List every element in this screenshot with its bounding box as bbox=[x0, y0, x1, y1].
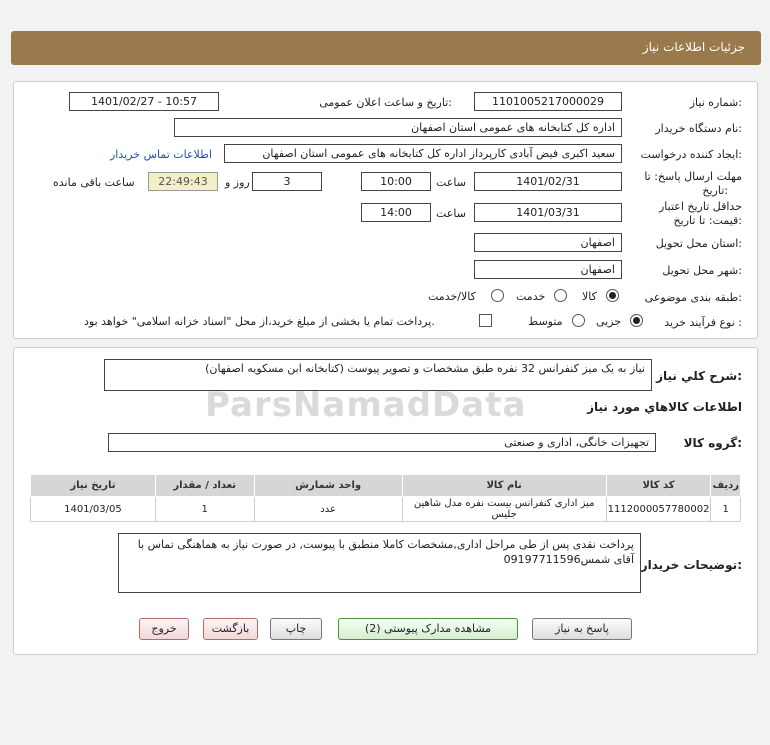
deadline-time-field: 10:00 bbox=[361, 172, 431, 191]
treasury-checkbox[interactable] bbox=[479, 314, 492, 327]
cell-name: میز اداری کنفرانس بیست نفره مدل شاهین جلیس bbox=[402, 497, 606, 522]
goods-table bbox=[30, 474, 741, 522]
goods-group-label: گروه کالا: bbox=[683, 436, 742, 450]
table-row bbox=[31, 497, 741, 522]
watermark-text: ParsNamadData bbox=[205, 385, 527, 425]
col-qty: تعداد / مقدار bbox=[155, 475, 254, 497]
need-number-label: شماره نیاز: bbox=[689, 96, 742, 109]
process-radio-minor[interactable] bbox=[630, 314, 643, 327]
print-button[interactable]: چاپ bbox=[270, 618, 322, 640]
col-name: نام کالا bbox=[402, 475, 606, 497]
cell-row: 1 bbox=[711, 497, 741, 522]
province-label: استان محل تحویل: bbox=[655, 237, 742, 250]
cell-code: 1112000057780002 bbox=[606, 497, 711, 522]
deadline-label: مهلت ارسال پاسخ: تا bbox=[644, 170, 742, 183]
process-label: نوع فرآیند خرید : bbox=[664, 316, 742, 329]
col-row: ردیف bbox=[711, 475, 741, 497]
buyer-notes-label: توضیحات خریدار: bbox=[640, 558, 742, 572]
category-option-both: کالا/خدمت bbox=[428, 290, 476, 303]
back-button[interactable]: بازگشت bbox=[203, 618, 258, 640]
goods-section-title: اطلاعات کالاهاي مورد نياز bbox=[587, 400, 742, 414]
cell-unit: عدد bbox=[254, 497, 402, 522]
process-option-medium: متوسط bbox=[528, 315, 563, 328]
exit-button[interactable]: خروج bbox=[139, 618, 189, 640]
col-date: تاریخ نیاز bbox=[31, 475, 156, 497]
days-field: 3 bbox=[252, 172, 322, 191]
table-header-row bbox=[31, 475, 741, 497]
category-option-service: خدمت bbox=[516, 290, 546, 303]
announce-field: 1401/02/27 - 10:57 bbox=[69, 92, 219, 111]
cell-date: 1401/03/05 bbox=[31, 497, 156, 522]
page-title: جزئیات اطلاعات نیاز bbox=[642, 40, 745, 54]
announce-label: تاریخ و ساعت اعلان عمومی: bbox=[319, 96, 452, 109]
reply-button[interactable]: پاسخ به نیاز bbox=[532, 618, 632, 640]
validity-label-2: قیمت: تا تاریخ: bbox=[673, 214, 742, 227]
buyer-org-label: نام دستگاه خریدار: bbox=[655, 122, 742, 135]
process-radio-medium[interactable] bbox=[572, 314, 585, 327]
summary-field: نیاز به یک میز کنفرانس 32 نفره طبق مشخصات و تصویر پیوست (کتابخانه ابن مسکویه اصفهان) bbox=[104, 359, 652, 391]
page-header bbox=[11, 31, 761, 65]
category-radio-service[interactable] bbox=[554, 289, 567, 302]
validity-date-field: 1401/03/31 bbox=[474, 203, 622, 222]
need-number-field: 1101005217000029 bbox=[474, 92, 622, 111]
validity-time-label: ساعت bbox=[436, 207, 466, 220]
category-radio-both[interactable] bbox=[491, 289, 504, 302]
creator-field: سعید اکبری فیض آبادی کارپرداز اداره کل کتابخانه های عمومی استان اصفهان bbox=[224, 144, 622, 163]
buyer-org-field: اداره کل کتابخانه های عمومی استان اصفهان bbox=[174, 118, 622, 137]
validity-time-field: 14:00 bbox=[361, 203, 431, 222]
category-option-goods: کالا bbox=[582, 290, 597, 303]
deadline-date-field: 1401/02/31 bbox=[474, 172, 622, 191]
remaining-label: ساعت باقی مانده bbox=[53, 176, 135, 189]
goods-group-field: تجهیزات خانگی، اداری و صنعتی bbox=[108, 433, 656, 452]
buyer-contact-link[interactable]: اطلاعات تماس خریدار bbox=[110, 148, 212, 161]
city-field: اصفهان bbox=[474, 260, 622, 279]
days-label: روز و bbox=[225, 176, 250, 189]
view-attachments-button[interactable]: مشاهده مدارک پیوستی (2) bbox=[338, 618, 518, 640]
deadline-label-2: تاریخ: bbox=[702, 184, 728, 197]
process-option-minor: جزیی bbox=[596, 315, 622, 328]
province-field: اصفهان bbox=[474, 233, 622, 252]
col-code: کد کالا bbox=[606, 475, 711, 497]
category-radio-goods[interactable] bbox=[606, 289, 619, 302]
category-label: طبقه بندی موضوعی: bbox=[644, 291, 742, 304]
summary-label: شرح کلي نياز: bbox=[656, 369, 742, 383]
cell-qty: 1 bbox=[155, 497, 254, 522]
deadline-time-label: ساعت bbox=[436, 176, 466, 189]
city-label: شهر محل تحویل: bbox=[662, 264, 742, 277]
creator-label: ایجاد کننده درخواست: bbox=[640, 148, 742, 161]
remaining-timer: 22:49:43 bbox=[148, 172, 218, 191]
col-unit: واحد شمارش bbox=[254, 475, 402, 497]
treasury-note: پرداخت تمام یا بخشی از مبلغ خرید،از محل "اسناد خزانه اسلامی" خواهد بود. bbox=[84, 315, 435, 328]
buyer-notes-field: پرداخت نقدی پس از طی مراحل اداری,مشخصات کاملا منطبق با پیوست, در صورت نیاز به هماهنگی تماس با آقای شمس09197711596 bbox=[118, 533, 641, 593]
validity-label: حداقل تاریخ اعتبار bbox=[658, 200, 742, 213]
